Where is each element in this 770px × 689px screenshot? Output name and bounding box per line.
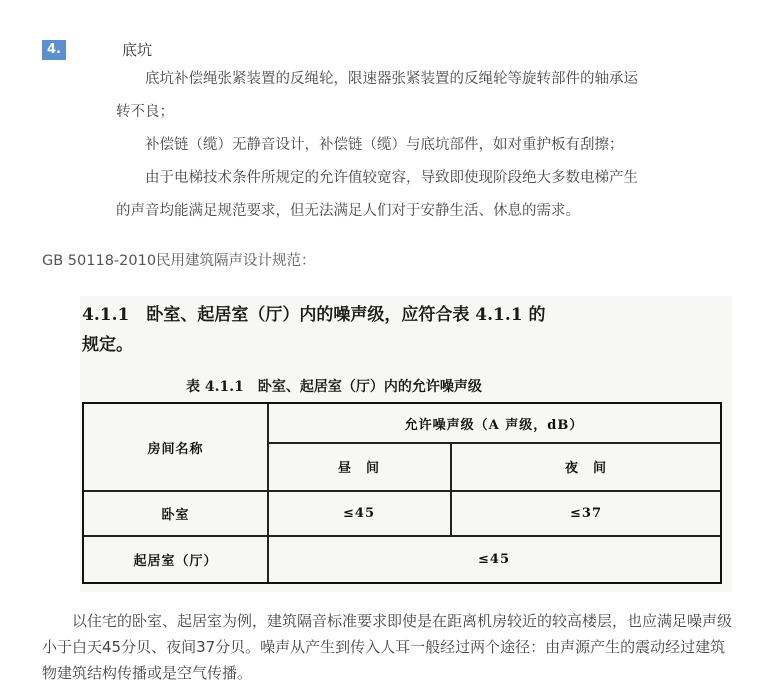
paragraph-line-3: 补偿链（缆）无静音设计，补偿链（缆）与底坑部件，如对重护板有刮擦； <box>145 137 624 153</box>
noise-level-table <box>82 402 722 584</box>
header-room-name: 房间名称 <box>147 441 204 457</box>
clause-line-2: 规定。 <box>82 335 133 355</box>
closing-text: 以住宅的卧室、起居室为例，建筑隔音标准要求即使是在距离机房较近的较高楼层，也应满足噪声级小于白天45分贝、夜间37分贝。噪声从产生到传入人耳一般经过两个途径：由声源产生的震动经过建筑物建筑结构传播或是空气传播。 <box>42 612 733 682</box>
scanned-standard-image <box>80 296 732 592</box>
clause-text <box>82 300 545 360</box>
row-bedroom-day: ≤45 <box>343 505 375 521</box>
paragraph-line-4: 由于电梯技术条件所规定的允许值较宽容，导致即使现阶段绝大多数电梯产生 <box>145 170 638 186</box>
paragraph-line-2: 转不良； <box>116 104 174 120</box>
header-night: 夜 间 <box>564 461 607 476</box>
paragraph-line-5: 的声音均能满足规范要求，但无法满足人们对于安静生活、休息的需求。 <box>116 203 580 219</box>
row-living-room-value: ≤45 <box>478 551 510 567</box>
closing-paragraph <box>42 608 732 686</box>
clause-line-1: 4.1.1 卧室、起居室（厅）内的噪声级，应符合表 4.1.1 的 <box>82 305 546 325</box>
table-caption: 表 4.1.1 卧室、起居室（厅）内的允许噪声级 <box>186 379 482 395</box>
header-day: 昼 间 <box>337 461 380 476</box>
header-allowed-noise: 允许噪声级（A 声级，dB） <box>404 417 584 433</box>
row-living-room-name: 起居室（厅） <box>133 553 218 569</box>
standard-reference: GB 50118-2010民用建筑隔声设计规范： <box>42 253 316 269</box>
paragraph-line-1: 底坑补偿绳张紧装置的反绳轮，限速器张紧装置的反绳轮等旋转部件的轴承运 <box>145 71 638 87</box>
row-bedroom-night: ≤37 <box>570 505 602 521</box>
section-number-badge: 4. <box>42 40 66 60</box>
row-bedroom-name: 卧室 <box>161 507 190 523</box>
section-title: 底坑 <box>122 41 153 59</box>
